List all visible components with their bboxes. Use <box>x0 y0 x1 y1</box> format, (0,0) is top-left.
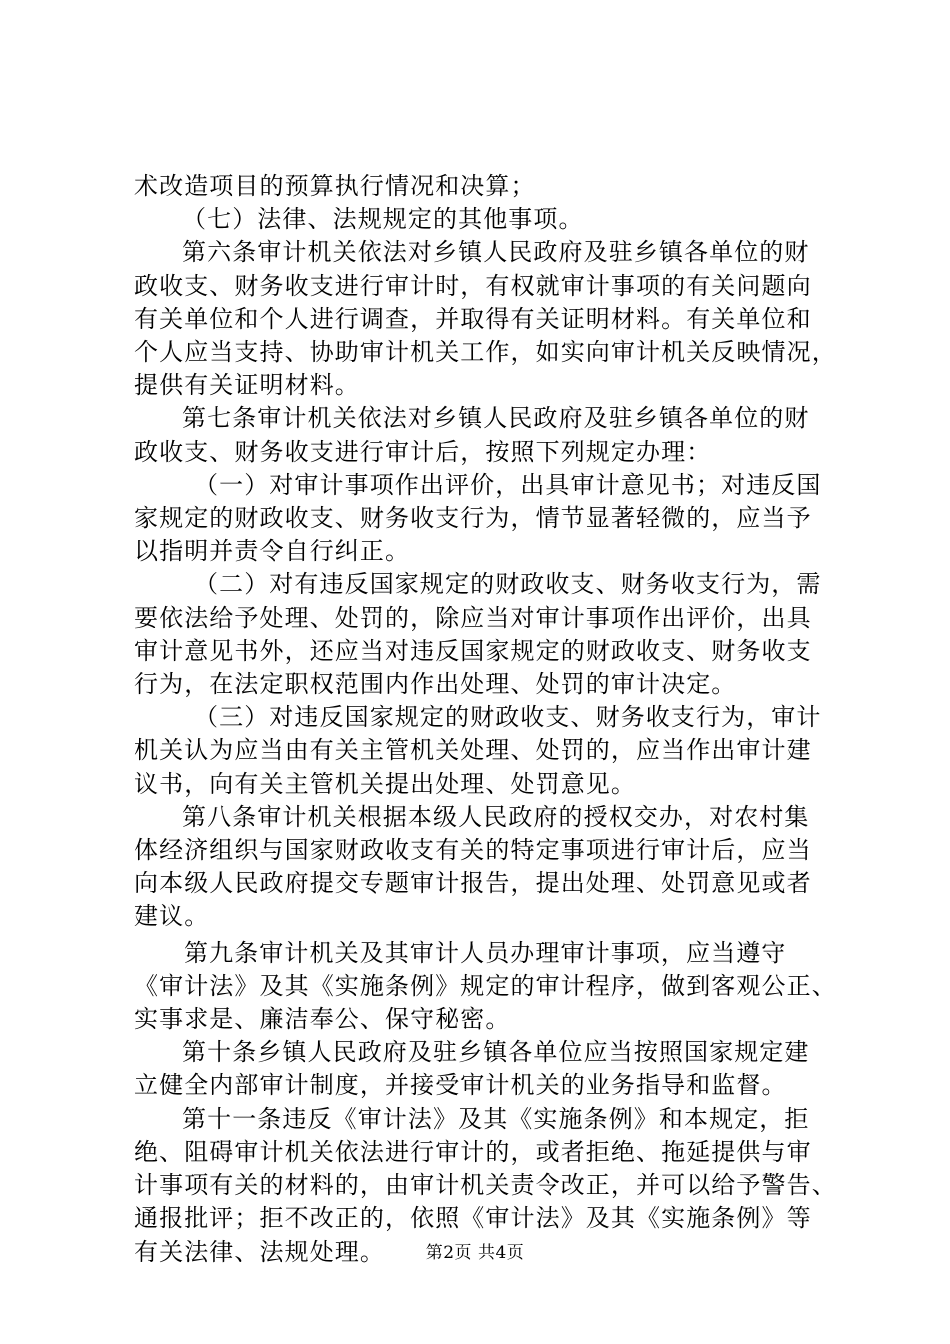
text-line: 家规定的财政收支、财务收支行为，情节显著轻微的，应当予 <box>134 504 812 533</box>
text-line: 第八条审计机关根据本级人民政府的授权交办，对农村集 <box>182 802 810 831</box>
text-line: 机关认为应当由有关主管机关处理、处罚的，应当作出审计建 <box>134 736 812 765</box>
paragraph-article-9 <box>134 937 837 1037</box>
text-line: 个人应当支持、协助审计机关工作，如实向审计机关反映情况， <box>134 338 837 367</box>
text-line: 第十一条违反《审计法》及其《实施条例》和本规定，拒 <box>182 1104 810 1133</box>
text-line: 以指明并责令自行纠正。 <box>134 537 411 566</box>
page-number-footer: 第2页 共4页 <box>425 1243 525 1263</box>
text-line: 有关法律、法规处理。 <box>134 1237 385 1266</box>
document-body <box>134 170 837 1269</box>
paragraph-item-7 <box>134 203 834 236</box>
text-line: （七）法律、法规规定的其他事项。 <box>182 205 584 234</box>
text-line: 术改造项目的预算执行情况和决算； <box>134 172 536 200</box>
paragraph-article-6 <box>134 236 837 402</box>
paragraph-article-8 <box>134 801 834 934</box>
text-line: 向本级人民政府提交专题审计报告，提出处理、处罚意见或者 <box>134 869 812 898</box>
text-line: 体经济组织与国家财政收支有关的特定事项进行审计后，应当 <box>134 836 812 865</box>
text-line: 第九条审计机关及其审计人员办理审计事项，应当遵守 <box>184 938 787 967</box>
text-line: （一）对审计事项作出评价，出具审计意见书；对违反国 <box>194 470 822 499</box>
text-line: 提供有关证明材料。 <box>134 371 360 400</box>
text-line: 第十条乡镇人民政府及驻乡镇各单位应当按照国家规定建 <box>182 1038 810 1067</box>
text-line: 实事求是、廉洁奉公、保守秘密。 <box>134 1005 511 1034</box>
text-line: 有关单位和个人进行调查，并取得有关证明材料。有关单位和 <box>134 304 812 333</box>
paragraph-article-10 <box>134 1036 834 1102</box>
text-line: 建议。 <box>134 902 210 931</box>
text-line: 第六条审计机关依法对乡镇人民政府及驻乡镇各单位的财 <box>182 238 810 267</box>
paragraph-article-7-item-2 <box>134 568 834 701</box>
text-line: （二）对有违反国家规定的财政收支、财务收支行为，需 <box>194 570 822 599</box>
text-line: 政收支、财务收支进行审计后，按照下列规定办理： <box>134 437 712 466</box>
paragraph-article-7-item-3 <box>134 701 834 801</box>
text-line: 要依法给予处理、处罚的，除应当对审计事项作出评价，出具 <box>134 603 812 632</box>
text-line: 审计意见书外，还应当对违反国家规定的财政收支、财务收支 <box>134 636 812 665</box>
text-line: 计事项有关的材料的，由审计机关责令改正，并可以给予警告、 <box>134 1171 837 1200</box>
text-line: （三）对违反国家规定的财政收支、财务收支行为，审计 <box>194 703 822 732</box>
text-line: 第七条审计机关依法对乡镇人民政府及驻乡镇各单位的财 <box>182 404 810 433</box>
text-line: 立健全内部审计制度，并接受审计机关的业务指导和监督。 <box>134 1071 787 1100</box>
paragraph-item-5-end <box>134 170 834 203</box>
text-line: 绝、阻碍审计机关依法进行审计的，或者拒绝、拖延提供与审 <box>134 1137 812 1166</box>
paragraph-article-7-item-1 <box>134 469 834 569</box>
text-line: 通报批评；拒不改正的，依照《审计法》及其《实施条例》等 <box>134 1204 812 1233</box>
text-line: 政收支、财务收支进行审计时，有权就审计事项的有关问题向 <box>134 271 812 300</box>
text-line: 议书，向有关主管机关提出处理、处罚意见。 <box>134 769 636 798</box>
text-line: 《审计法》及其《实施条例》规定的审计程序，做到客观公正、 <box>134 971 837 1000</box>
text-line: 行为，在法定职权范围内作出处理、处罚的审计决定。 <box>134 670 737 699</box>
paragraph-article-7 <box>134 402 834 468</box>
